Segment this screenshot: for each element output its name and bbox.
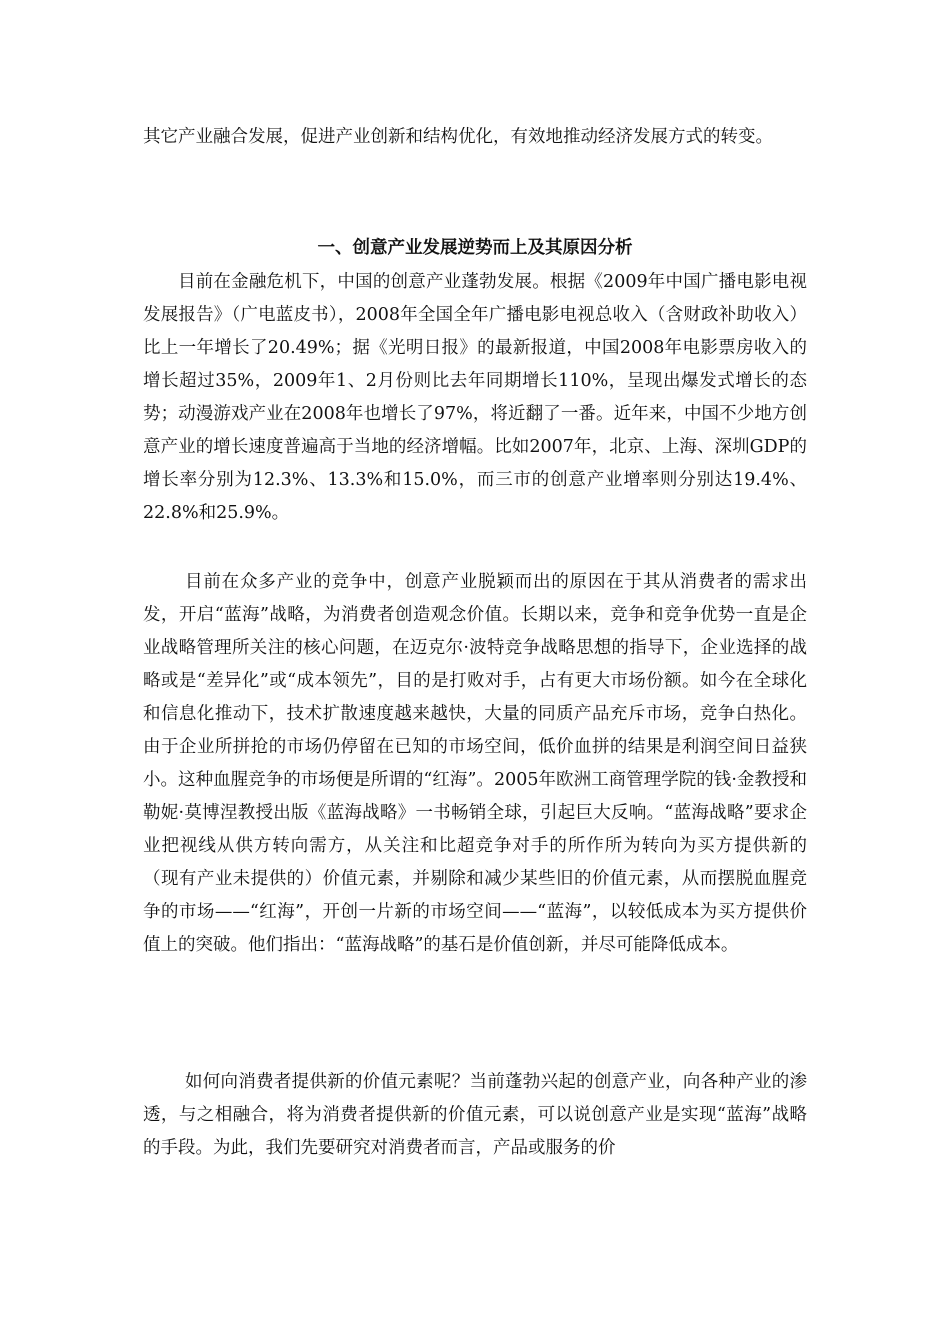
continuation-paragraph (143, 121, 807, 154)
paragraph-3 (143, 1066, 807, 1165)
paragraph-1 (143, 266, 807, 530)
paragraph-text: 目前在众多产业的竞争中，创意产业脱颖而出的原因在于其从消费者的需求出发，开启“蓝海”战略，为消费者创造观念价值。长期以来，竞争和竞争优势一直是企业战略管理所关注的核心问题，在迈克尔·波特竞争战略思想的指导下，企业选择的战略或是“差异化”或“成本领先”，目的是打败对手，占有更大市场份额。如今在全球化和信息化推动下，技术扩散速度越来越快，大量的同质产品充斥市场，竞争白热化。由于企业所拼抢的市场仍停留在已知的市场空间，低价血拼的结果是利润空间日益狭小。这种血腥竞争的市场便是所谓的“红海”。2005年欧洲工商管理学院的钱·金教授和勒妮·莫博涅教授出版《蓝海战略》一书畅销全球，引起巨大反响。“蓝海战略”要求企业把视线从供方转向需方，从关注和比超竞争对手的所作所为转向为买方提供新的（现有产业未提供的）价值元素，并剔除和减少某些旧的价值元素，从而摆脱血腥竞争的市场——“红海”，开创一片新的市场空间——“蓝海”，以较低成本为买方提供价值上的突破。他们指出：“蓝海战略”的基石是价值创新，并尽可能降低成本。 (143, 572, 807, 955)
section-heading: 一、创意产业发展逆势而上及其原因分析 (317, 238, 633, 258)
paragraph-text: 如何向消费者提供新的价值元素呢？当前蓬勃兴起的创意产业，向各种产业的渗透，与之相融合，将为消费者提供新的价值元素，可以说创意产业是实现“蓝海”战略的手段。为此，我们先要研究对消费者而言，产品或服务的价 (143, 1072, 807, 1158)
paragraph-text: 目前在金融危机下，中国的创意产业蓬勃发展。根据《2009年中国广播电影电视发展报告》（广电蓝皮书），2008年全国全年广播电影电视总收入（含财政补助收入）比上一年增长了20.49%；据《光明日报》的最新报道，中国2008年电影票房收入的增长超过35%，2009年1、2月份则比去年同期增长110%，呈现出爆发式增长的态势；动漫游戏产业在2008年也增长了97%，将近翻了一番。近年来，中国不少地方创意产业的增长速度普遍高于当地的经济增幅。比如2007年，北京、上海、深圳GDP的增长率分别为12.3%、13.3%和15.0%，而三市的创意产业增率则分别达19.4%、22.8%和25.9%。 (143, 272, 807, 523)
paragraph-2 (143, 566, 807, 962)
paragraph-text: 其它产业融合发展，促进产业创新和结构优化，有效地推动经济发展方式的转变。 (143, 127, 773, 147)
